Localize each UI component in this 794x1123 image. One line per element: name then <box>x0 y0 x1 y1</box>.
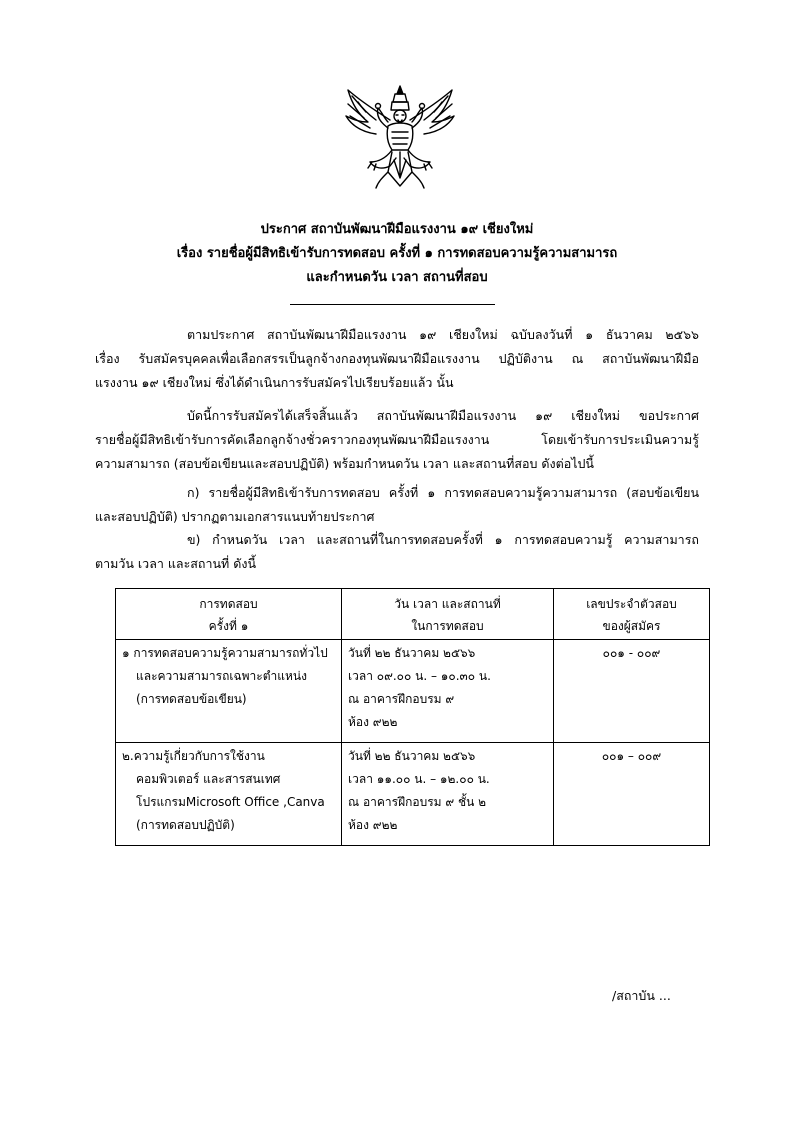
schedule-cell <box>342 640 554 743</box>
test-cell <box>116 640 342 743</box>
cell-line: คอมพิวเตอร์ และสารสนเทศ <box>136 772 281 786</box>
paragraph-line: ตามประกาศ สถาบันพัฒนาฝีมือแรงงาน ๑๙ เชียงใหม่ ฉบับลงวันที่ ๑ ธันวาคม ๒๕๖๖ <box>187 327 699 342</box>
title-divider <box>290 304 495 305</box>
header-text: การทดสอบ <box>199 597 258 611</box>
announcement-subject-continued: และกำหนดวัน เวลา สถานที่สอบ <box>306 270 488 285</box>
garuda-emblem-icon <box>342 82 458 192</box>
table-header-row <box>116 589 710 640</box>
announcement-subject: เรื่อง รายชื่อผู้มีสิทธิเข้ารับการทดสอบ ครั้งที่ ๑ การทดสอบความรู้ความสามารถ <box>176 246 618 261</box>
cell-line: ณ อาคารฝึกอบรม ๙ <box>348 692 455 706</box>
paragraph-reference <box>95 323 699 395</box>
paragraph-line: ความสามารถ (สอบข้อเขียนและสอบปฏิบัติ) พร้อมกำหนดวัน เวลา และสถานที่สอบ ดังต่อไปนี้ <box>95 456 594 471</box>
paragraph-item-a <box>95 481 699 529</box>
page-continuation: /สถาบัน ... <box>612 988 671 1003</box>
cell-line: (การทดสอบปฏิบัติ) <box>136 818 235 832</box>
paragraph-line: ก) รายชื่อผู้มีสิทธิเข้ารับการทดสอบ ครั้งที่ ๑ การทดสอบความรู้ความสามารถ (สอบข้อเขียน <box>187 485 699 500</box>
cell-line: ห้อง ๙๒๒ <box>348 715 398 729</box>
cell-line: เวลา ๑๑.๐๐ น. – ๑๒.๐๐ น. <box>348 772 490 786</box>
paragraph-line: บัดนี้การรับสมัครได้เสร็จสิ้นแล้ว สถาบันพัฒนาฝีมือแรงงาน ๑๙ เชียงใหม่ ขอประกาศ <box>187 408 699 423</box>
cell-line: ณ อาคารฝึกอบรม ๙ ชั้น ๒ <box>348 795 487 809</box>
header-text: ของผู้สมัคร <box>602 619 661 633</box>
paragraph-line: รายชื่อผู้มีสิทธิเข้ารับการคัดเลือกลูกจ้างชั่วคราวกองทุนพัฒนาฝีมือแรงงาน โดยเข้ารับการประเมินความรู้ <box>95 432 699 447</box>
cell-line: ห้อง ๙๒๒ <box>348 818 398 832</box>
schedule-cell <box>342 743 554 846</box>
paragraph-announcement <box>95 404 699 476</box>
exam-schedule-table <box>115 588 710 846</box>
codes-cell: ๐๐๑ – ๐๐๙ <box>554 743 710 846</box>
header-candidate-codes <box>554 589 710 640</box>
cell-line: โปรแกรมMicrosoft Office ,Canva <box>136 795 325 809</box>
cell-line: ๑ การทดสอบความรู้ความสามารถทั่วไป <box>122 646 328 660</box>
cell-line: วันที่ ๒๒ ธันวาคม ๒๕๖๖ <box>348 749 476 763</box>
paragraph-line: เรื่อง รับสมัครบุคคลเพื่อเลือกสรรเป็นลูกจ้างกองทุนพัฒนาฝีมือแรงงาน ปฏิบัติงาน ณ สถาบันพัฒนาฝีมือ <box>95 351 699 366</box>
announcement-title: ประกาศ สถาบันพัฒนาฝีมือแรงงาน ๑๙ เชียงใหม่ <box>260 222 534 237</box>
cell-line: ๒.ความรู้เกี่ยวกับการใช้งาน <box>122 749 265 763</box>
cell-line: และความสามารถเฉพาะตำแหน่ง <box>136 669 307 683</box>
test-cell <box>116 743 342 846</box>
cell-line: (การทดสอบข้อเขียน) <box>136 692 247 706</box>
paragraph-line: แรงงาน ๑๙ เชียงใหม่ ซึ่งได้ดำเนินการรับสมัครไปเรียบร้อยแล้ว นั้น <box>95 375 454 390</box>
paragraph-line: ตามวัน เวลา และสถานที่ ดังนี้ <box>95 556 257 571</box>
header-schedule <box>342 589 554 640</box>
codes-cell: ๐๐๑ - ๐๐๙ <box>554 640 710 743</box>
header-text: วัน เวลา และสถานที่ <box>394 597 501 611</box>
header-text: ครั้งที่ ๑ <box>208 619 249 633</box>
paragraph-line: ข) กำหนดวัน เวลา และสถานที่ในการทดสอบครั้งที่ ๑ การทดสอบความรู้ ความสามารถ <box>187 532 699 547</box>
cell-line: วันที่ ๒๒ ธันวาคม ๒๕๖๖ <box>348 646 476 660</box>
header-text: ในการทดสอบ <box>411 619 484 633</box>
cell-line: เวลา ๐๙.๐๐ น. – ๑๐.๓๐ น. <box>348 669 491 683</box>
header-test <box>116 589 342 640</box>
paragraph-line: และสอบปฏิบัติ) ปรากฏตามเอกสารแนบท้ายประกาศ <box>95 509 375 524</box>
table-row <box>116 640 710 743</box>
table-row <box>116 743 710 846</box>
paragraph-item-b <box>95 528 699 576</box>
header-text: เลขประจำตัวสอบ <box>586 597 677 611</box>
